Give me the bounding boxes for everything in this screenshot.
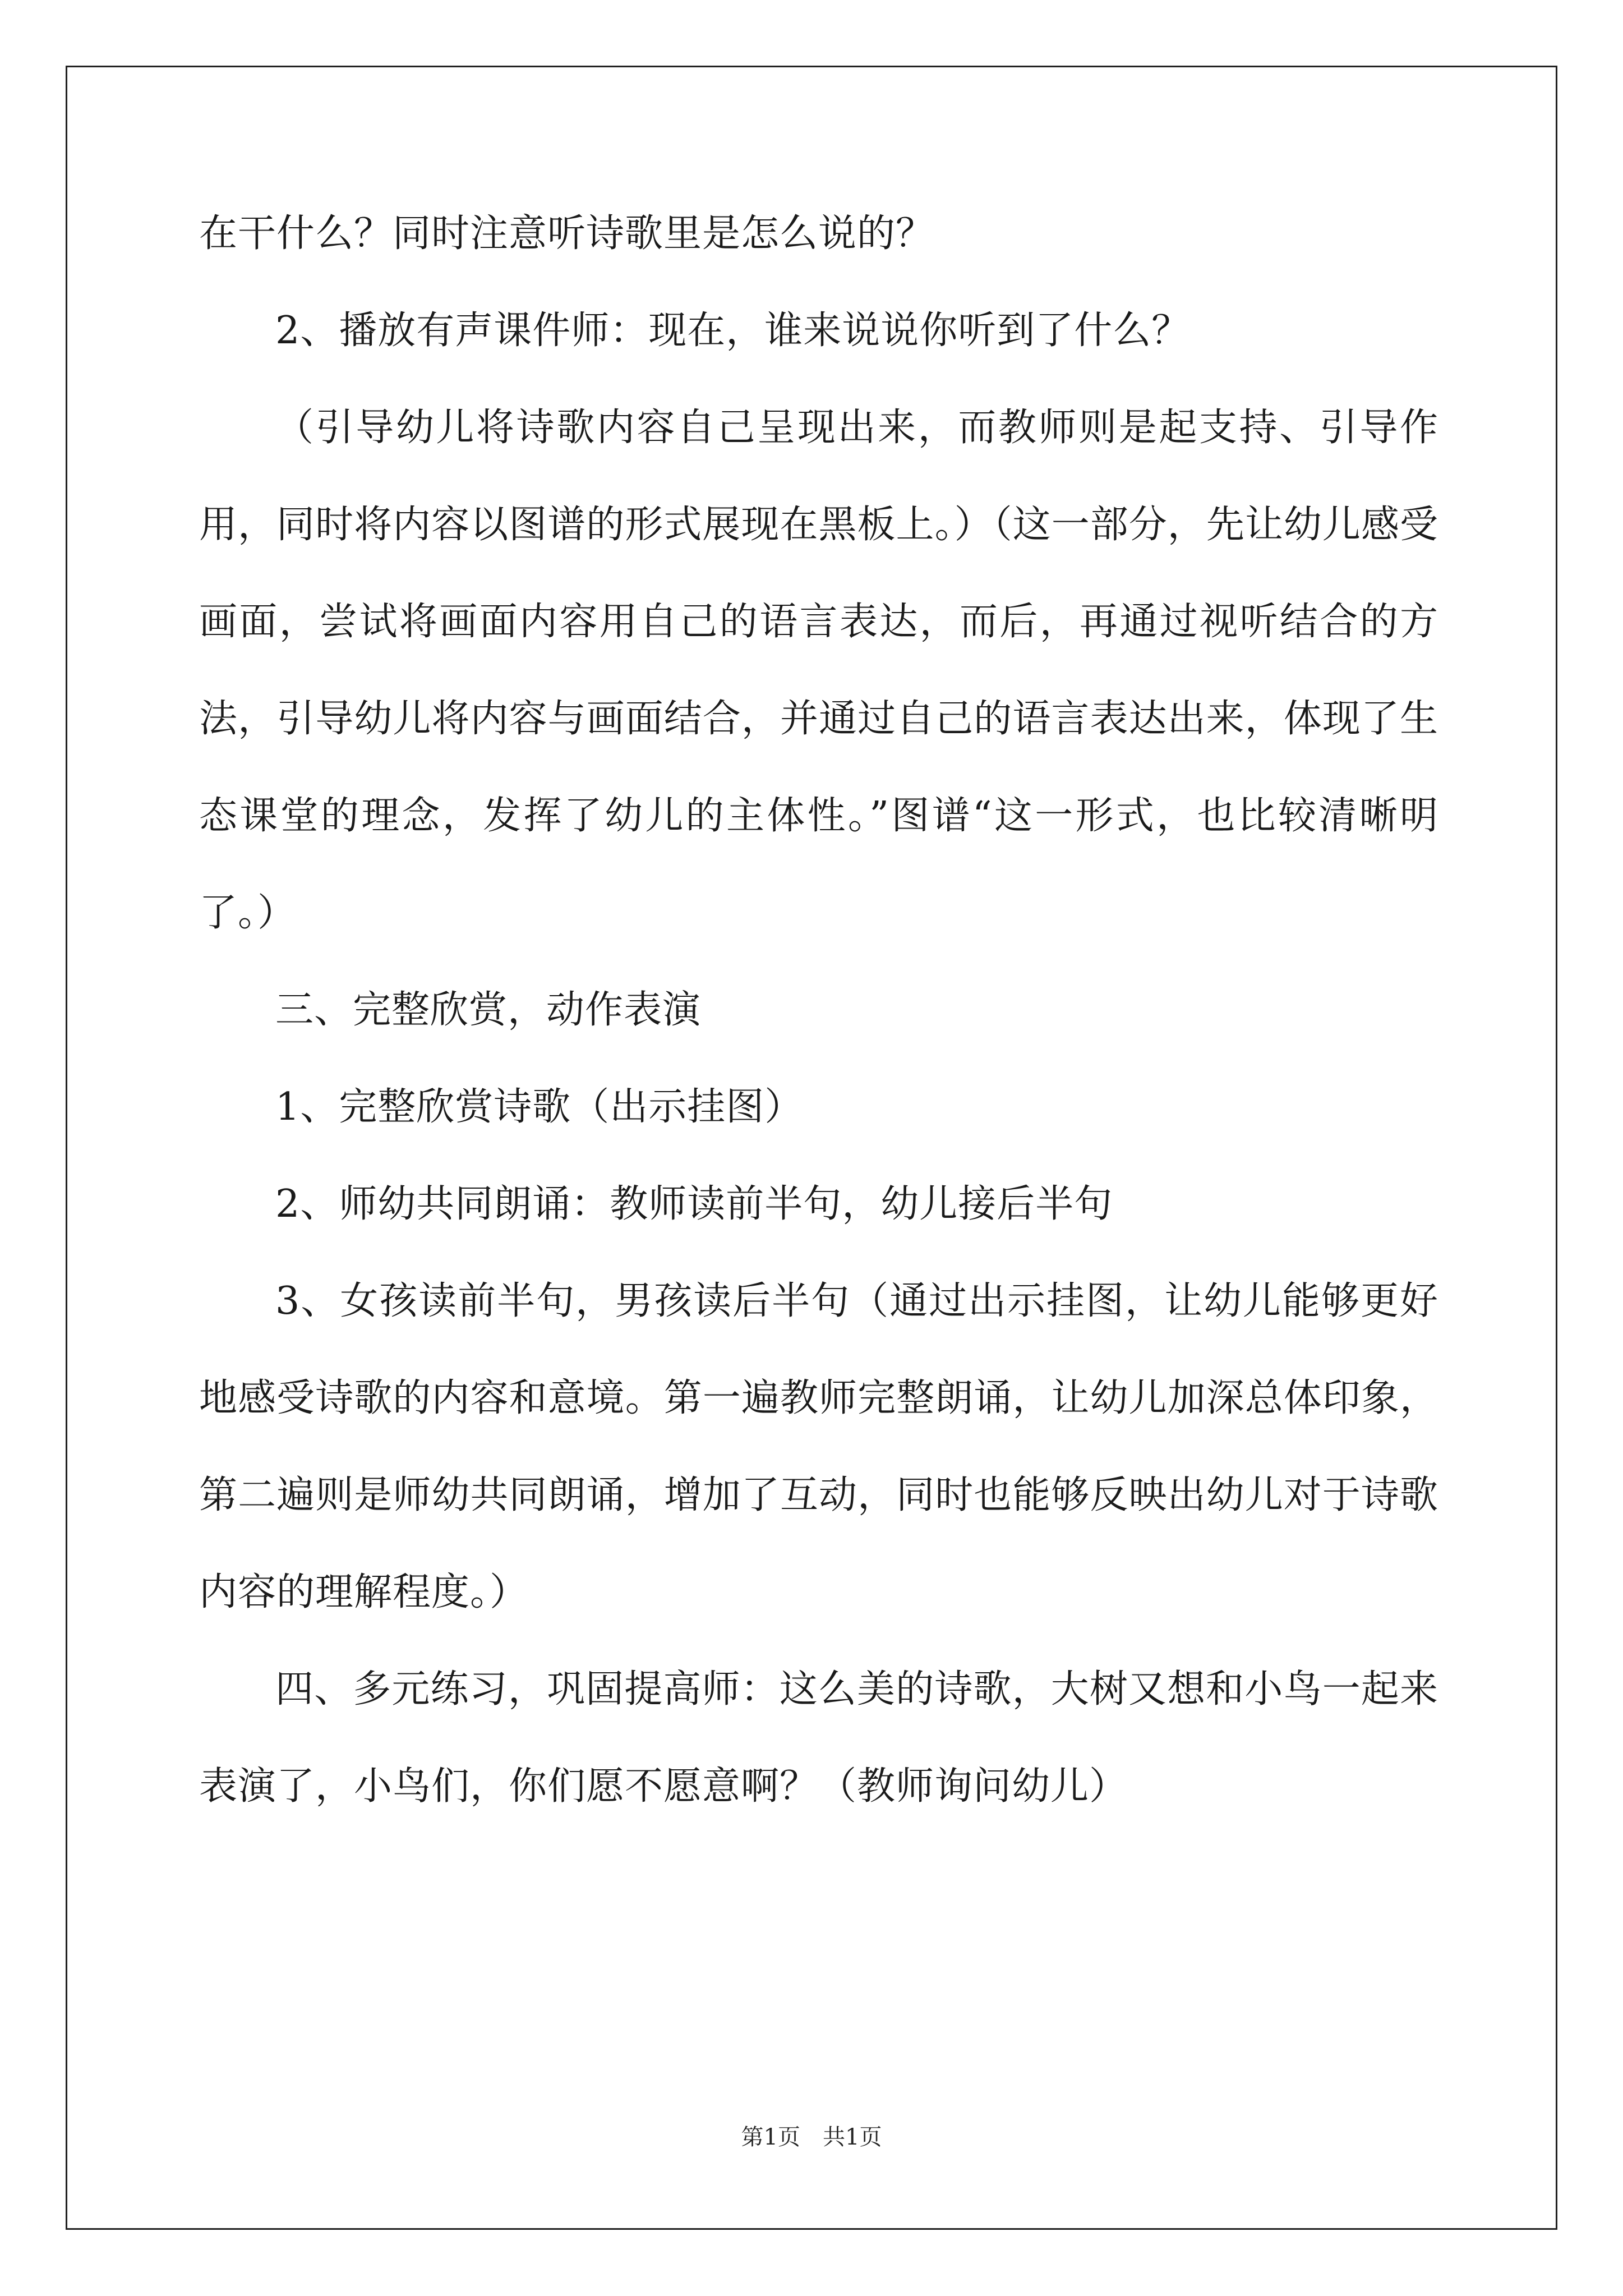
document-body: [199, 185, 1438, 1835]
section-heading: 三、完整欣赏，动作表演: [275, 988, 702, 1032]
paragraph: 在干什么？同时注意听诗歌里是怎么说的？: [199, 211, 935, 256]
paragraph: 2、师幼共同朗诵：教师读前半句，幼儿接后半句: [275, 1182, 1113, 1226]
paragraph: 2、播放有声课件师：现在，谁来说说你听到了什么？: [275, 309, 1191, 353]
page-number-footer: 第1页 共1页: [741, 2124, 882, 2150]
paragraph: （引导幼儿将诗歌内容自己呈现出来，而教师则是起支持、引导作用，同时将内容以图谱的形式展现在黑板上。）（这一部分，先让幼儿感受画面，尝试将画面内容用自己的语言表达，而后，再通过视听结合的方法，引导幼儿将内容与画面结合，并通过自己的语言表达出来，体现了生态课堂的理念，发挥了幼儿的主体性。”图谱“这一形式，也比较清晰明了。）: [199, 406, 1438, 935]
paragraph: 1、完整欣赏诗歌（出示挂图）: [275, 1085, 804, 1129]
paragraph: 3、女孩读前半句，男孩读后半句（通过出示挂图，让幼儿能够更好地感受诗歌的内容和意境。第一遍教师完整朗诵，让幼儿加深总体印象，第二遍则是师幼共同朗诵，增加了互动，同时也能够反映出幼儿对于诗歌内容的理解程度。）: [199, 1279, 1438, 1614]
section-heading: 四、多元练习，巩固提高师：这么美的诗歌，大树又想和小鸟一起来表演了，小鸟们，你们愿不愿意啊？（教师询问幼儿）: [199, 1667, 1438, 1809]
